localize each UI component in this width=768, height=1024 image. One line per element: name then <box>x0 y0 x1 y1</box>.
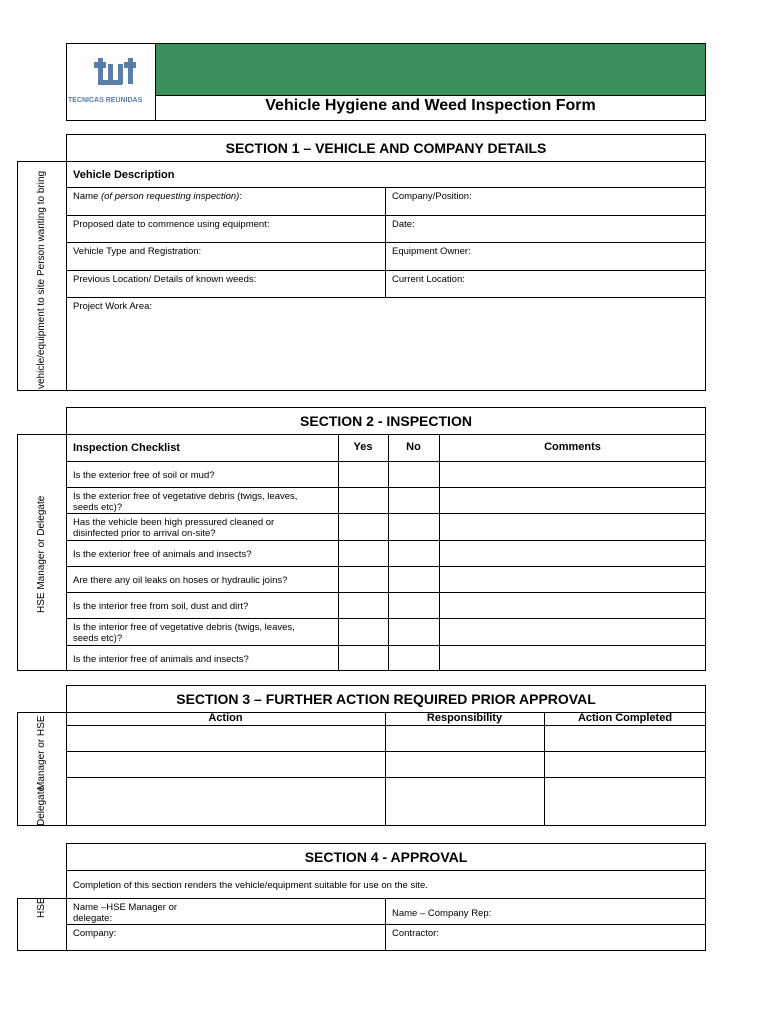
comments-cell[interactable] <box>440 619 705 645</box>
company-field[interactable]: Company: <box>73 928 117 939</box>
header-accent-bar <box>156 44 705 95</box>
action-completed-cell[interactable] <box>545 778 705 825</box>
action-cell[interactable] <box>67 778 385 825</box>
section2-side-label: HSE Manager or Delegate <box>36 495 47 613</box>
yes-cell[interactable] <box>339 619 388 645</box>
vehicle-description-heading: Vehicle Description <box>73 169 175 181</box>
form-title: Vehicle Hygiene and Weed Inspection Form <box>265 97 596 114</box>
section4-title: SECTION 4 - APPROVAL <box>304 849 468 865</box>
checklist-item <box>67 547 257 562</box>
responsibility-cell[interactable] <box>386 726 544 751</box>
no-cell[interactable] <box>389 462 439 487</box>
name-label-suffix: : <box>239 191 242 202</box>
section2-title: SECTION 2 - INSPECTION <box>300 413 472 429</box>
action-completed-cell[interactable] <box>545 752 705 777</box>
no-cell[interactable] <box>389 619 439 645</box>
col-yes: Yes <box>353 441 373 453</box>
name-field-label[interactable] <box>67 189 248 204</box>
company-position-field[interactable]: Company/Position: <box>392 191 472 202</box>
col-action: Action <box>208 712 243 724</box>
hse-name-label-2: delegate: <box>73 913 113 924</box>
checklist-item-text: Is the exterior free of soil or mud? <box>73 470 215 481</box>
vehicle-type-field[interactable]: Vehicle Type and Registration: <box>73 246 202 257</box>
comments-cell[interactable] <box>440 514 705 540</box>
date-field[interactable]: Date: <box>392 219 415 230</box>
yes-cell[interactable] <box>339 593 388 618</box>
checklist-item <box>67 489 303 515</box>
checklist-item <box>67 573 293 588</box>
section1-side-label-1: vehicle/equipment to site <box>36 278 47 389</box>
yes-cell[interactable] <box>339 488 388 513</box>
col-responsibility: Responsibility <box>426 712 503 724</box>
col-comments: Comments <box>544 441 601 453</box>
yes-cell[interactable] <box>339 462 388 487</box>
section1-side-label-2: Person wanting to bring <box>36 170 47 276</box>
checklist-item-text: Has the vehicle been high pressured cleaned or <box>73 517 275 528</box>
no-cell[interactable] <box>389 514 439 540</box>
name-label-prefix: Name <box>73 191 101 202</box>
checklist-item <box>67 620 301 646</box>
name-label-italic: (of person requesting inspection) <box>100 191 240 202</box>
comments-cell[interactable] <box>440 488 705 513</box>
checklist-item-text: Is the exterior free of animals and insects? <box>73 549 252 560</box>
section1-title: SECTION 1 – VEHICLE AND COMPANY DETAILS <box>225 140 547 156</box>
s1-rule-1 <box>66 187 706 188</box>
col-no: No <box>406 441 421 453</box>
section3-side-label-1: Manager or HSE <box>36 715 47 790</box>
checklist-item-text: seeds etc)? <box>73 502 123 513</box>
checklist-item-text: Is the interior free from soil, dust and dirt? <box>73 601 249 612</box>
logo-mark-icon <box>84 56 144 94</box>
comments-cell[interactable] <box>440 593 705 618</box>
s1-rule-2 <box>66 215 706 216</box>
yes-cell[interactable] <box>339 514 388 540</box>
checklist-item-text: Is the interior free of animals and insects? <box>73 654 249 665</box>
previous-location-field[interactable]: Previous Location/ Details of known weeds: <box>73 274 257 285</box>
action-cell[interactable] <box>67 726 385 751</box>
equipment-owner-field[interactable]: Equipment Owner: <box>392 246 471 257</box>
project-work-area-field[interactable]: Project Work Area: <box>73 301 153 312</box>
no-cell[interactable] <box>389 646 439 670</box>
company-name: TECNICAS REUNIDAS <box>68 97 143 104</box>
checklist-item <box>67 599 254 614</box>
proposed-date-field[interactable]: Proposed date to commence using equipment: <box>73 219 270 230</box>
responsibility-cell[interactable] <box>386 752 544 777</box>
contractor-field[interactable]: Contractor: <box>392 928 439 939</box>
hse-manager-name-field[interactable] <box>67 900 183 926</box>
col-action-completed: Action Completed <box>577 712 673 724</box>
action-cell[interactable] <box>67 752 385 777</box>
s1-rule-3 <box>66 242 706 243</box>
action-completed-cell[interactable] <box>545 726 705 751</box>
checklist-item <box>67 652 255 667</box>
current-location-field[interactable]: Current Location: <box>392 274 465 285</box>
yes-cell[interactable] <box>339 541 388 566</box>
section3-title: SECTION 3 – FURTHER ACTION REQUIRED PRIOR APPROVAL <box>176 691 596 707</box>
col-inspection-checklist: Inspection Checklist <box>73 442 180 454</box>
no-cell[interactable] <box>389 541 439 566</box>
company-logo <box>68 56 148 106</box>
s1-rule-4 <box>66 270 706 271</box>
hse-name-label: Name –HSE Manager or <box>73 902 178 913</box>
comments-cell[interactable] <box>440 462 705 487</box>
comments-cell[interactable] <box>440 541 705 566</box>
yes-cell[interactable] <box>339 646 388 670</box>
checklist-item-text: Are there any oil leaks on hoses or hydraulic joins? <box>73 575 288 586</box>
comments-cell[interactable] <box>440 646 705 670</box>
checklist-item <box>67 468 221 483</box>
yes-cell[interactable] <box>339 567 388 592</box>
checklist-item <box>67 515 280 541</box>
no-cell[interactable] <box>389 567 439 592</box>
s4-rule-1 <box>66 898 706 899</box>
checklist-item-text: disinfected prior to arrival on-site? <box>73 528 216 539</box>
header-rule <box>155 95 706 96</box>
company-rep-name-field[interactable]: Name – Company Rep: <box>392 908 492 919</box>
section3-side-label-2: Delegate <box>36 785 47 826</box>
section4-side-label: HSE <box>36 897 47 918</box>
s1-rule-5 <box>66 297 706 298</box>
no-cell[interactable] <box>389 488 439 513</box>
checklist-item-text: seeds etc)? <box>73 633 123 644</box>
completion-statement: Completion of this section renders the vehicle/equipment suitable for use on the site. <box>73 880 428 891</box>
checklist-item-text: Is the interior free of vegetative debris (twigs, leaves, <box>73 622 295 633</box>
no-cell[interactable] <box>389 593 439 618</box>
responsibility-cell[interactable] <box>386 778 544 825</box>
comments-cell[interactable] <box>440 567 705 592</box>
checklist-item-text: Is the exterior free of vegetative debris (twigs, leaves, <box>73 491 298 502</box>
